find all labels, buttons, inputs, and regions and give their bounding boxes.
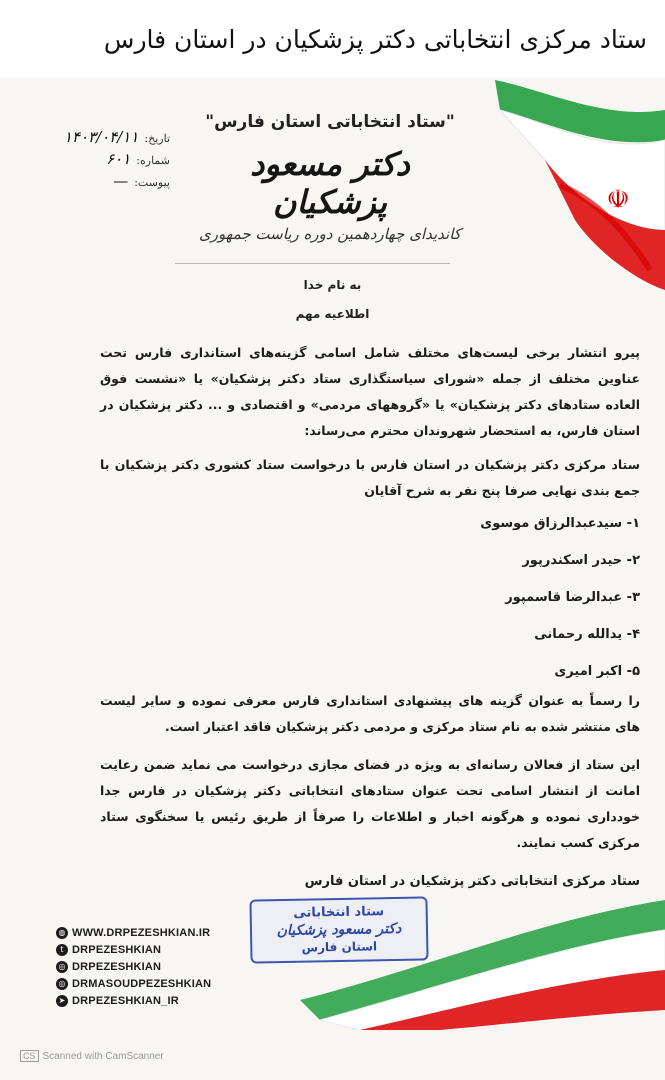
page-caption: ستاد مرکزی انتخاباتی دکتر پزشکیان در استان فارس — [0, 0, 665, 78]
paragraph-media-request: این ستاد از فعالان رسانه‌ای به ویژه در فضای مجازی درخواست می نماید ضمن رعایت امانت از انتشار اسامی تحت عنوان ستادهای انتخاباتی دکتر پزشکیان در فارس جدا خودداری نموده و هرگونه اخبار و اطلاعات را صرفاً از طریق رئیس یا سخنگوی ستاد مرکزی کسب نمایند. — [100, 757, 640, 850]
letter-meta — [30, 128, 170, 194]
paragraph-official: را رسماً به عنوان گزینه های پیشنهادی استانداری فارس معرفی نموده و سایر لیست های منتشر شده به نام ستاد مرکزی و مردمی دکتر پزشکیان فاقد اعتبار است. — [100, 693, 640, 734]
notice-title: اطلاعیه مهم — [295, 307, 370, 321]
camscanner-logo-icon: CS — [20, 1050, 39, 1062]
scanner-text: Scanned with CamScanner — [42, 1050, 164, 1062]
stamp-line: استان فارس — [301, 939, 378, 955]
social-twitter: t DRPEZESHKIAN — [56, 941, 296, 958]
emblem-icon: ☫ — [606, 185, 630, 215]
social-instagram-2: ◎ DRMASOUDPEZESHKIAN — [56, 975, 296, 992]
iran-flag-ribbon-top — [455, 80, 665, 290]
list-item: ۴- یدالله رحمانی — [534, 627, 640, 642]
list-item: ۵- اکبر امیری — [554, 664, 640, 679]
letterhead-subtitle: کاندیدای چهاردهمین دوره ریاست جمهوری — [199, 225, 461, 243]
candidate-list — [100, 512, 640, 697]
telegram-icon: ➤ — [56, 995, 68, 1007]
meta-date: تاریخ: ۱۴۰۳/۰۴/۱۱ — [63, 128, 170, 146]
header-divider — [175, 263, 450, 264]
scanner-watermark — [20, 1050, 164, 1062]
meta-attachment: پیوست: — — [113, 172, 170, 190]
instagram-icon: ◎ — [56, 961, 68, 973]
meta-number: شماره: ۶۰۱ — [106, 150, 170, 168]
social-links — [56, 924, 296, 1009]
social-website: ◍ WWW.DRPEZESHKIAN.IR — [56, 924, 296, 941]
paragraph-announcement: ستاد مرکزی دکتر پزشکیان در استان فارس با درخواست ستاد کشوری دکتر پزشکیان با جمع بندی نهایی صرفا پنج نفر به شرح آقایان — [100, 457, 640, 498]
social-telegram: ➤ DRPEZESHKIAN_IR — [56, 992, 296, 1009]
instagram-icon: ◎ — [56, 978, 68, 990]
globe-icon: ◍ — [56, 927, 68, 939]
basmala: به نام خدا — [303, 278, 362, 292]
paragraph-intro: پیرو انتشار برخی لیست‌های مختلف شامل اسامی گزینه‌های استانداری فارس تحت عناوین مختلف از جمله «شورای سیاستگذاری ستاد دکتر پزشکیان» یا «نشست فوق العاده ستادهای دکتر پزشکیان» یا «گروههای مردمی» و اقتصادی و ... دکتر پزشکیان در استان فارس، به استحضار شهروندان محترم می‌رساند: — [100, 345, 640, 438]
list-item: ۱- سیدعبدالرزاق موسوی — [480, 516, 640, 531]
stamp-line: دکتر مسعود پزشکیان — [276, 920, 402, 940]
social-instagram: ◎ DRPEZESHKIAN — [56, 958, 296, 975]
letterhead-name: دکتر مسعود پزشکیان — [250, 145, 410, 221]
list-item: ۲- حیدر اسکندرپور — [522, 553, 640, 568]
list-item: ۳- عبدالرضا قاسمپور — [505, 590, 640, 605]
letterhead-org: "ستاد انتخاباتی استان فارس" — [205, 112, 455, 132]
signoff: ستاد مرکزی انتخاباتی دکتر پزشکیان در استان فارس — [304, 874, 640, 889]
twitter-icon: t — [56, 944, 68, 956]
stamp-line: ستاد انتخاباتی — [293, 904, 385, 921]
